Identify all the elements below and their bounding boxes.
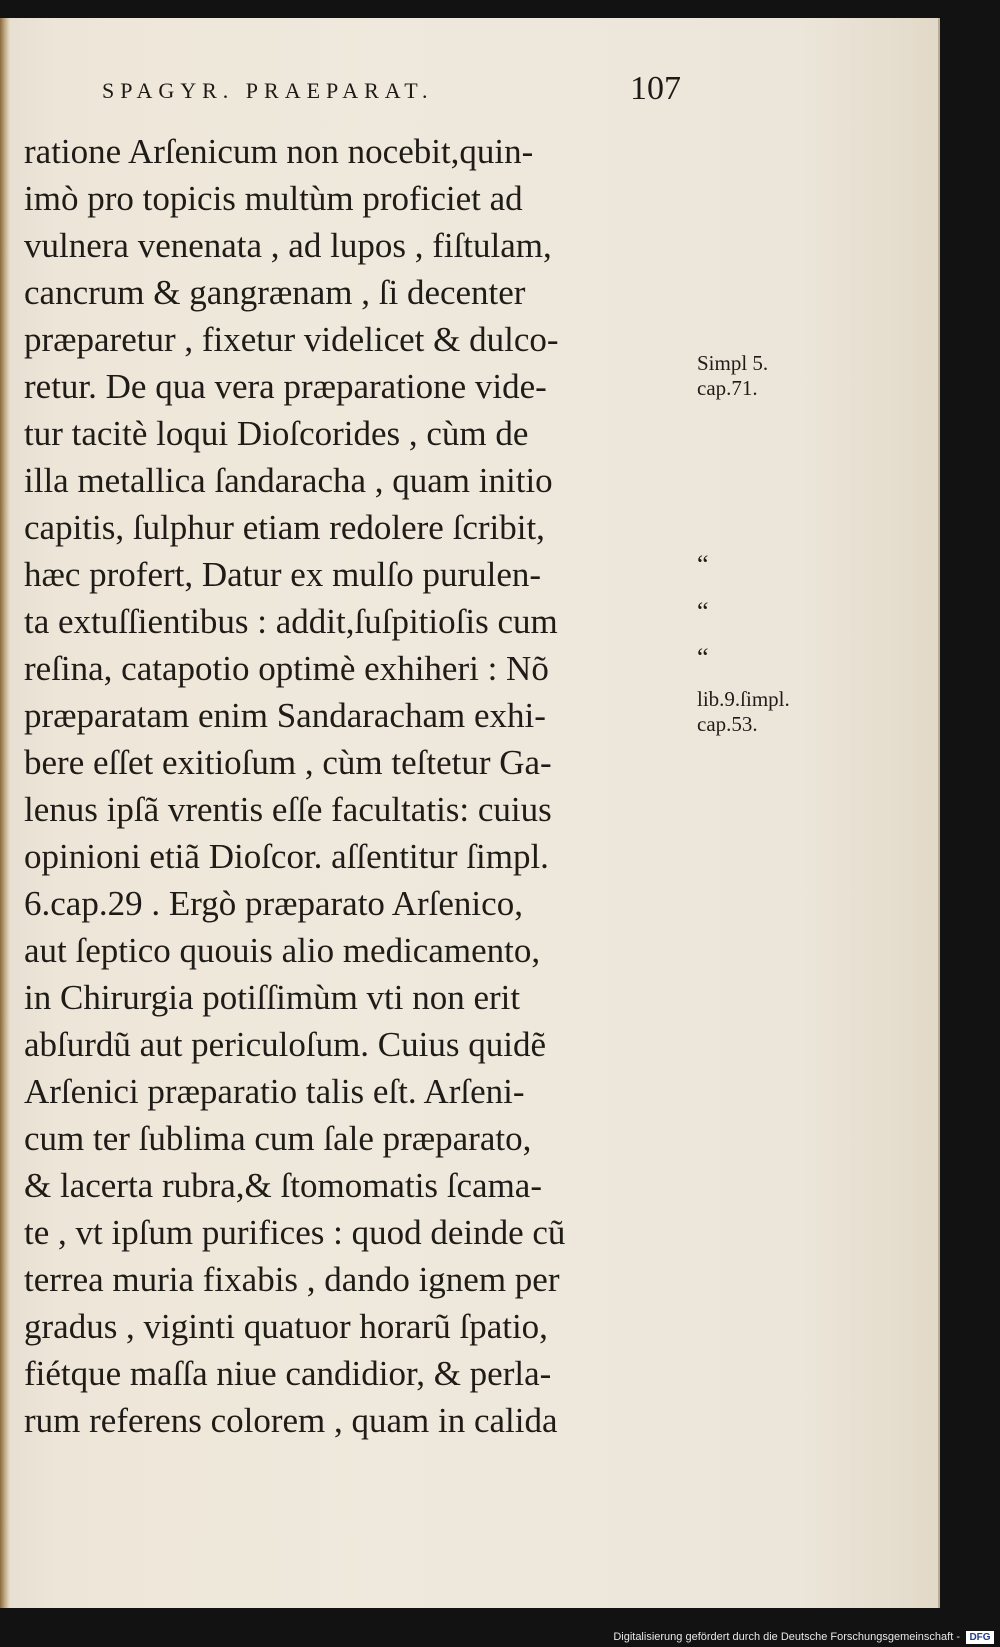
text-line: reſina, catapotio optimè exhiheri : Nõ xyxy=(24,649,549,688)
digitization-credit: Digitalisierung gefördert durch die Deutsche Forschungsgemeinschaft - xyxy=(613,1631,960,1643)
text-line: aut ſeptico quouis alio medicamento, xyxy=(24,931,541,970)
text-line: hæc profert, Datur ex mulſo purulen- xyxy=(24,555,542,594)
text-line: cum ter ſublima cum ſale præparato, xyxy=(24,1119,532,1158)
margin-note-line: cap.53. xyxy=(697,712,758,736)
text-line: Arſenici præparatio talis eſt. Arſeni- xyxy=(24,1072,525,1111)
text-line: abſurdũ aut periculoſum. Cuius quidẽ xyxy=(24,1025,546,1064)
text-line: imò pro topicis multùm proficiet ad xyxy=(24,179,523,218)
page-gutter-shadow xyxy=(0,18,10,1608)
text-line: præparetur , fixetur videlicet & dulco- xyxy=(24,320,559,359)
margin-note-simpl5 xyxy=(697,351,768,401)
text-line: præparatam enim Sandaracham exhi- xyxy=(24,696,546,735)
text-line: te , vt ipſum purifices : quod deinde cũ xyxy=(24,1213,566,1252)
margin-note-lib9 xyxy=(697,687,790,737)
margin-note-line: lib.9.ſimpl. xyxy=(697,687,790,711)
quotation-mark: “ xyxy=(697,550,709,579)
text-line: bere eſſet exitioſum , cùm teſtetur Ga- xyxy=(24,743,552,782)
text-line: gradus , viginti quatuor horarũ ſpatio, xyxy=(24,1307,548,1346)
text-line: illa metallica ſandaracha , quam initio xyxy=(24,461,553,500)
quotation-mark: “ xyxy=(697,597,709,626)
running-head: SPAGYR. PRAEPARAT. xyxy=(102,78,434,103)
text-line: vulnera venenata , ad lupos , fiſtulam, xyxy=(24,226,552,265)
text-line: capitis, ſulphur etiam redolere ſcribit, xyxy=(24,508,545,547)
dfg-logo: DFG xyxy=(966,1631,994,1644)
text-line: terrea muria fixabis , dando ignem per xyxy=(24,1260,560,1299)
margin-note-line: cap.71. xyxy=(697,376,758,400)
margin-note-line: Simpl 5. xyxy=(697,351,769,375)
text-line: tur tacitè loqui Dioſcorides , cùm de xyxy=(24,414,529,453)
text-line: ratione Arſenicum non nocebit,quin- xyxy=(24,132,534,171)
quotation-mark: “ xyxy=(697,643,709,672)
text-line: lenus ipſã vrentis eſſe facultatis: cuius xyxy=(24,790,552,829)
text-line: rum referens colorem , quam in calida xyxy=(24,1401,558,1440)
page-number: 107 xyxy=(630,70,681,107)
text-line: retur. De qua vera præparatione vide- xyxy=(24,367,547,406)
text-line: opinioni etiã Dioſcor. aſſentitur ſimpl. xyxy=(24,837,549,876)
text-line: ta extuſſientibus : addit,ſuſpitioſis cum xyxy=(24,602,558,641)
text-line: cancrum & gangrænam , ſi decenter xyxy=(24,273,526,312)
body-text xyxy=(24,128,704,1444)
text-line: fiétque maſſa niue candidior, & perla- xyxy=(24,1354,552,1393)
text-line: in Chirurgia potiſſimùm vti non erit xyxy=(24,978,521,1017)
text-line: 6.cap.29 . Ergò præparato Arſenico, xyxy=(24,884,523,923)
text-line: & lacerta rubra,& ſtomomatis ſcama- xyxy=(24,1166,542,1205)
